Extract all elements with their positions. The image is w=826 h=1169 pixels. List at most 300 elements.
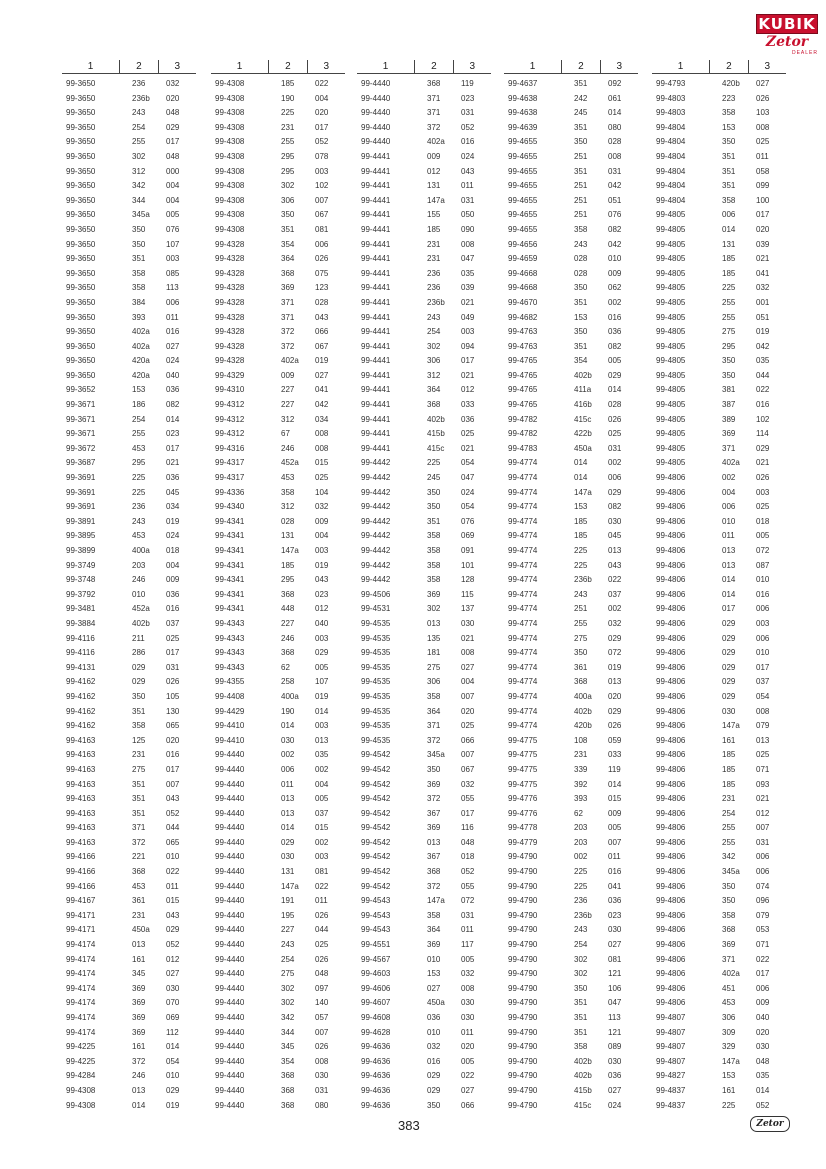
position-cell: 392 [574, 779, 588, 789]
part-number-cell: 99-4806 [656, 823, 686, 833]
position-cell: 309 [722, 1027, 736, 1037]
part-number-cell: 99-4805 [656, 210, 686, 220]
item-cell: 029 [166, 925, 180, 935]
part-number-cell: 99-4308 [215, 151, 245, 161]
part-number-cell: 99-4608 [361, 1013, 391, 1022]
position-cell: 302 [427, 604, 441, 614]
part-number-cell: 99-4775 [508, 735, 538, 745]
table-row [62, 1055, 196, 1070]
position-cell: 236 [132, 502, 146, 512]
item-cell: 042 [608, 181, 622, 191]
item-cell: 015 [315, 823, 329, 833]
position-cell: 011 [281, 779, 294, 789]
position-cell: 358 [427, 546, 441, 555]
part-number-cell: 99-4790 [508, 1085, 538, 1095]
table-row [62, 836, 196, 851]
part-number-cell: 99-4341 [215, 516, 245, 526]
item-cell: 094 [461, 341, 475, 351]
part-number-cell: 99-4440 [215, 750, 245, 760]
item-cell: 021 [166, 458, 180, 468]
position-cell: 402a [427, 137, 445, 147]
part-number-cell: 99-4355 [215, 677, 245, 687]
table-row [62, 1011, 196, 1026]
table-row [652, 281, 786, 296]
table-row [62, 529, 196, 544]
part-number-cell: 99-4441 [361, 327, 391, 337]
part-number-cell: 99-3650 [66, 224, 96, 234]
position-cell: 402b [132, 618, 150, 628]
table-row [652, 1099, 786, 1114]
item-cell: 008 [315, 443, 329, 453]
item-cell: 085 [166, 268, 180, 278]
item-cell: 048 [166, 151, 180, 161]
position-cell: 013 [132, 940, 146, 950]
table-row [504, 296, 638, 311]
table-row [504, 121, 638, 136]
table-row [504, 544, 638, 559]
position-cell: 029 [427, 1085, 441, 1095]
part-number-cell: 99-4805 [656, 400, 686, 410]
position-cell: 030 [722, 706, 736, 716]
part-number-cell: 99-3481 [66, 604, 96, 614]
position-cell: 185 [281, 79, 295, 88]
table-row [62, 208, 196, 223]
table-row [211, 602, 345, 617]
item-cell: 022 [166, 867, 180, 877]
position-cell: 372 [281, 341, 295, 351]
item-cell: 020 [166, 735, 180, 745]
item-cell: 070 [166, 998, 180, 1008]
header-cell-3: 3 [600, 60, 638, 73]
position-cell: 415b [574, 1085, 592, 1095]
position-cell: 350 [427, 502, 441, 512]
item-cell: 105 [166, 691, 180, 701]
item-cell: 029 [608, 633, 622, 643]
table-row [652, 223, 786, 238]
position-cell: 251 [574, 195, 588, 205]
part-number-cell: 99-4284 [66, 1071, 96, 1081]
item-cell: 052 [756, 1100, 770, 1110]
table-row [652, 296, 786, 311]
part-number-cell: 99-4174 [66, 954, 96, 964]
table-row [357, 1084, 491, 1099]
table-row [211, 267, 345, 282]
part-number-cell: 99-4341 [215, 560, 245, 570]
item-cell: 107 [166, 239, 180, 249]
part-number-cell: 99-4542 [361, 867, 391, 877]
part-number-cell: 99-3687 [66, 458, 96, 468]
table-row [211, 106, 345, 121]
table-row [357, 252, 491, 267]
table-row [357, 383, 491, 398]
item-cell: 107 [315, 677, 329, 687]
item-cell: 016 [166, 750, 180, 760]
item-cell: 016 [756, 589, 770, 599]
position-cell: 371 [427, 108, 441, 118]
position-cell: 361 [132, 896, 146, 906]
position-cell: 415c [427, 443, 445, 453]
item-cell: 043 [166, 910, 180, 920]
part-number-cell: 99-3650 [66, 297, 96, 307]
item-cell: 006 [756, 633, 770, 643]
part-number-cell: 99-4440 [215, 823, 245, 833]
part-number-cell: 99-4542 [361, 881, 391, 891]
part-number-cell: 99-4774 [508, 560, 538, 570]
position-cell: 306 [722, 1013, 736, 1022]
table-row [357, 938, 491, 953]
table-rows [504, 77, 638, 1113]
position-cell: 371 [132, 823, 146, 833]
position-cell: 251 [574, 181, 588, 191]
table-header [504, 60, 638, 74]
item-cell: 017 [461, 356, 475, 366]
position-cell: 243 [132, 108, 146, 118]
table-row [62, 427, 196, 442]
item-cell: 009 [608, 268, 622, 278]
item-cell: 012 [166, 954, 180, 964]
table-row [62, 807, 196, 822]
position-cell: 351 [574, 79, 588, 88]
item-cell: 027 [166, 341, 180, 351]
position-cell: 450a [574, 443, 592, 453]
table-row [62, 383, 196, 398]
item-cell: 072 [608, 648, 622, 658]
item-cell: 017 [166, 137, 180, 147]
table-row [211, 1069, 345, 1084]
position-cell: 351 [132, 808, 146, 818]
position-cell: 013 [427, 618, 441, 628]
position-cell: 029 [722, 633, 736, 643]
item-cell: 043 [315, 312, 329, 322]
item-cell: 014 [608, 108, 622, 118]
item-cell: 009 [315, 516, 329, 526]
part-number-cell: 99-4440 [215, 1027, 245, 1037]
item-cell: 024 [166, 531, 180, 541]
table-row [357, 208, 491, 223]
item-cell: 035 [461, 268, 475, 278]
part-number-cell: 99-4543 [361, 910, 391, 920]
position-cell: 372 [281, 327, 295, 337]
position-cell: 351 [574, 998, 588, 1008]
position-cell: 342 [281, 1013, 295, 1022]
position-cell: 254 [132, 414, 146, 424]
logo-make: Zetor [765, 34, 809, 50]
position-cell: 452a [132, 604, 150, 614]
position-cell: 351 [574, 166, 588, 176]
part-number-cell: 99-4775 [508, 779, 538, 789]
part-number-cell: 99-4174 [66, 1027, 96, 1037]
item-cell: 079 [756, 910, 770, 920]
part-number-cell: 99-4441 [361, 151, 391, 161]
part-number-cell: 99-4308 [215, 195, 245, 205]
item-cell: 027 [461, 1085, 475, 1095]
position-cell: 225 [427, 458, 441, 468]
part-number-cell: 99-4328 [215, 268, 245, 278]
part-number-cell: 99-4774 [508, 487, 538, 497]
position-cell: 014 [722, 589, 736, 599]
part-number-cell: 99-4531 [361, 604, 391, 614]
item-cell: 076 [166, 224, 180, 234]
table-row [62, 865, 196, 880]
part-number-cell: 99-4308 [215, 122, 245, 132]
table-row [652, 92, 786, 107]
table-row [504, 223, 638, 238]
item-cell: 069 [461, 531, 475, 541]
part-number-cell: 99-4806 [656, 998, 686, 1008]
position-cell: 185 [574, 516, 588, 526]
item-cell: 011 [166, 312, 179, 322]
item-cell: 033 [608, 750, 622, 760]
position-cell: 402a [132, 327, 150, 337]
position-cell: 354 [574, 356, 588, 366]
table-row [357, 500, 491, 515]
parts-table-block [504, 60, 638, 1113]
item-cell: 081 [315, 224, 329, 234]
position-cell: 185 [722, 268, 736, 278]
table-row [62, 121, 196, 136]
part-number-cell: 99-4790 [508, 1056, 538, 1066]
table-row [652, 719, 786, 734]
table-row [357, 909, 491, 924]
part-number-cell: 99-4441 [361, 297, 391, 307]
position-cell: 275 [281, 969, 295, 979]
part-number-cell: 99-4790 [508, 881, 538, 891]
item-cell: 002 [608, 458, 622, 468]
position-cell: 029 [427, 1071, 441, 1081]
position-cell: 369 [132, 998, 146, 1008]
table-row [652, 471, 786, 486]
table-row [357, 982, 491, 997]
table-row [357, 602, 491, 617]
position-cell: 350 [722, 881, 736, 891]
item-cell: 006 [756, 983, 770, 993]
position-cell: 185 [722, 750, 736, 760]
table-row [211, 880, 345, 895]
table-row [62, 179, 196, 194]
table-row [357, 807, 491, 822]
position-cell: 402b [574, 1071, 592, 1081]
item-cell: 081 [608, 954, 622, 964]
item-cell: 031 [608, 443, 622, 453]
item-cell: 019 [315, 691, 329, 701]
item-cell: 072 [461, 896, 475, 906]
table-row [652, 763, 786, 778]
item-cell: 130 [166, 706, 180, 716]
part-number-cell: 99-4535 [361, 662, 391, 672]
table-row [652, 369, 786, 384]
position-cell: 381 [722, 385, 736, 395]
item-cell: 018 [461, 852, 475, 862]
item-cell: 014 [756, 1085, 770, 1095]
part-number-cell: 99-4765 [508, 356, 538, 366]
position-cell: 275 [574, 633, 588, 643]
position-cell: 255 [722, 297, 736, 307]
part-number-cell: 99-4440 [215, 998, 245, 1008]
part-number-cell: 99-4774 [508, 458, 538, 468]
position-cell: 358 [574, 224, 588, 234]
position-cell: 364 [281, 254, 295, 264]
part-number-cell: 99-4790 [508, 998, 538, 1008]
table-row [357, 1040, 491, 1055]
position-cell: 010 [427, 1027, 441, 1037]
part-number-cell: 99-4317 [215, 473, 245, 483]
item-cell: 137 [461, 604, 475, 614]
table-row [652, 982, 786, 997]
table-row [504, 953, 638, 968]
part-number-cell: 99-4312 [215, 414, 245, 424]
position-cell: 368 [281, 589, 295, 599]
part-number-cell: 99-4440 [215, 983, 245, 993]
table-row [62, 763, 196, 778]
position-cell: 236 [427, 283, 441, 293]
position-cell: 358 [132, 268, 146, 278]
table-row [211, 77, 345, 92]
item-cell: 026 [315, 1042, 329, 1052]
table-rows [62, 77, 196, 1113]
position-cell: 369 [427, 589, 441, 599]
item-cell: 114 [756, 429, 769, 439]
header-cell-3: 3 [158, 60, 196, 73]
part-number-cell: 99-4807 [656, 1056, 686, 1066]
position-cell: 147a [427, 195, 445, 205]
position-cell: 367 [427, 852, 441, 862]
part-number-cell: 99-4806 [656, 910, 686, 920]
table-row [652, 544, 786, 559]
table-row [357, 194, 491, 209]
page-number: 383 [398, 1118, 420, 1133]
position-cell: 415b [427, 429, 445, 439]
position-cell: 243 [574, 925, 588, 935]
position-cell: 306 [427, 677, 441, 687]
item-cell: 026 [608, 721, 622, 731]
item-cell: 008 [461, 648, 475, 658]
position-cell: 186 [132, 400, 146, 410]
part-number-cell: 99-4441 [361, 356, 391, 366]
table-row [211, 1084, 345, 1099]
position-cell: 131 [281, 867, 295, 877]
position-cell: 030 [281, 735, 295, 745]
item-cell: 008 [608, 151, 622, 161]
table-row [357, 165, 491, 180]
table-row [211, 1040, 345, 1055]
item-cell: 017 [461, 808, 475, 818]
part-number-cell: 99-4162 [66, 691, 96, 701]
item-cell: 047 [461, 254, 475, 264]
position-cell: 153 [427, 969, 441, 979]
part-number-cell: 99-4308 [215, 93, 245, 103]
table-row [211, 807, 345, 822]
table-row [652, 515, 786, 530]
item-cell: 011 [315, 896, 328, 906]
part-number-cell: 99-4442 [361, 531, 391, 541]
item-cell: 024 [608, 1100, 622, 1110]
position-cell: 350 [281, 210, 295, 220]
item-cell: 005 [315, 794, 329, 804]
position-cell: 255 [281, 137, 295, 147]
position-cell: 153 [574, 502, 588, 512]
part-number-cell: 99-4639 [508, 122, 538, 132]
table-row [652, 953, 786, 968]
item-cell: 030 [461, 1013, 475, 1022]
item-cell: 003 [315, 546, 329, 555]
item-cell: 041 [315, 385, 329, 395]
table-row [62, 734, 196, 749]
item-cell: 004 [166, 560, 180, 570]
position-cell: 372 [427, 122, 441, 132]
position-cell: 369 [132, 1013, 146, 1022]
table-row [652, 456, 786, 471]
part-number-cell: 99-4765 [508, 370, 538, 380]
position-cell: 161 [132, 954, 146, 964]
item-cell: 036 [166, 473, 180, 483]
item-cell: 022 [315, 79, 329, 88]
table-row [357, 690, 491, 705]
part-number-cell: 99-4805 [656, 327, 686, 337]
position-cell: 225 [574, 546, 588, 555]
table-row [62, 311, 196, 326]
item-cell: 002 [608, 604, 622, 614]
position-cell: 028 [574, 254, 588, 264]
table-row [357, 150, 491, 165]
table-row [211, 238, 345, 253]
position-cell: 354 [281, 1056, 295, 1066]
table-row [211, 413, 345, 428]
part-number-cell: 99-4682 [508, 312, 538, 322]
part-number-cell: 99-4506 [361, 589, 391, 599]
item-cell: 052 [166, 808, 180, 818]
table-row [62, 705, 196, 720]
header-cell-2: 2 [268, 60, 306, 73]
part-number-cell: 99-4163 [66, 794, 96, 804]
position-cell: 014 [722, 224, 736, 234]
position-cell: 453 [132, 531, 146, 541]
position-cell: 147a [427, 896, 445, 906]
part-number-cell: 99-4806 [656, 662, 686, 672]
position-cell: 231 [722, 794, 736, 804]
table-row [357, 238, 491, 253]
item-cell: 023 [315, 589, 329, 599]
position-cell: 203 [574, 837, 588, 847]
item-cell: 005 [166, 210, 180, 220]
part-number-cell: 99-4806 [656, 881, 686, 891]
position-cell: 195 [281, 910, 295, 920]
table-row [211, 311, 345, 326]
position-cell: 231 [281, 122, 295, 132]
item-cell: 032 [166, 79, 180, 88]
item-cell: 014 [608, 385, 622, 395]
table-row [504, 340, 638, 355]
item-cell: 006 [608, 473, 622, 483]
table-row [211, 938, 345, 953]
table-row [652, 340, 786, 355]
position-cell: 387 [722, 400, 736, 410]
table-row [504, 573, 638, 588]
item-cell: 061 [608, 93, 622, 103]
item-cell: 041 [608, 881, 622, 891]
item-cell: 007 [315, 195, 329, 205]
item-cell: 024 [461, 151, 475, 161]
position-cell: 243 [574, 239, 588, 249]
header-cell-3: 3 [748, 60, 786, 73]
table-row [357, 734, 491, 749]
part-number-cell: 99-4310 [215, 385, 245, 395]
table-row [652, 1026, 786, 1041]
table-row [62, 252, 196, 267]
table-row [211, 208, 345, 223]
part-number-cell: 99-4308 [215, 224, 245, 234]
item-cell: 074 [756, 881, 770, 891]
position-cell: 67 [281, 429, 290, 439]
